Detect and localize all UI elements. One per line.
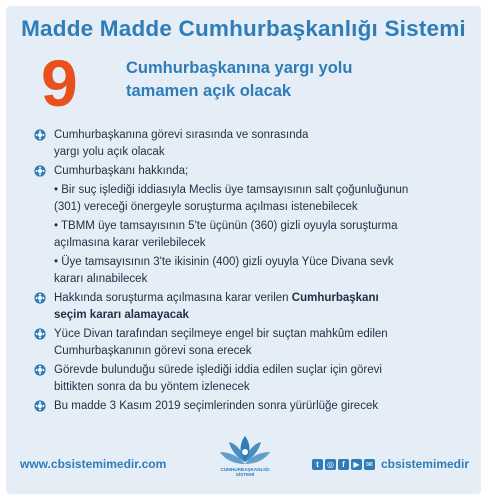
item-text: Cumhurbaşkanına görevi sırasında ve sonrasında xyxy=(54,129,309,141)
item-text-bold: seçim kararı alamayacak xyxy=(54,309,189,321)
logo-text-line: CUMHURBAŞKANLIĞI xyxy=(220,467,270,472)
logo-text-line: SİSTEMİ xyxy=(235,472,255,477)
flower-bullet-icon xyxy=(34,129,46,141)
flower-bullet-icon xyxy=(34,400,46,412)
mail-icon[interactable]: ✉ xyxy=(364,459,375,470)
lotus-logo-icon xyxy=(215,434,275,468)
facebook-icon[interactable]: f xyxy=(338,459,349,470)
page-title: Madde Madde Cumhurbaşkanlığı Sistemi xyxy=(21,16,466,41)
list-item xyxy=(34,326,474,360)
sub-item-text: • TBMM üye tamsayısının 5'te üçünün (360) gizli oyuyla soruşturma xyxy=(54,220,398,232)
logo xyxy=(215,434,275,492)
twitter-icon[interactable]: t xyxy=(312,459,323,470)
sub-item xyxy=(34,254,474,288)
infographic-card xyxy=(6,6,481,494)
item-text: bittikten sonra da bu yöntem izlenecek xyxy=(54,381,250,393)
list-item xyxy=(34,398,474,415)
headline xyxy=(126,57,352,103)
website-link[interactable]: www.cbsistemimedir.com xyxy=(20,457,167,471)
item-text: Cumhurbaşkanının görevi sona erecek xyxy=(54,345,252,357)
list-item xyxy=(34,290,474,324)
sub-item xyxy=(34,182,474,216)
item-text: Bu madde 3 Kasım 2019 seçimlerinden sonra yürürlüğe girecek xyxy=(54,400,379,412)
headline-line-2: tamamen açık olacak xyxy=(126,82,292,100)
item-text-line xyxy=(54,290,474,307)
item-text-bold: Cumhurbaşkanı xyxy=(291,292,379,304)
sub-item-text: • Üye tamsayısının 3'te ikisinin (400) gizli oyuyla Yüce Divana sevk xyxy=(54,256,394,268)
list-item xyxy=(34,127,474,161)
sub-item-text: (301) vereceği önergeyle soruşturma açılması istenebilecek xyxy=(54,201,358,213)
list-item xyxy=(34,163,474,180)
sub-item-text: açılmasına karar verilebilecek xyxy=(54,237,206,249)
flower-bullet-icon xyxy=(34,364,46,376)
item-text: Görevde bulunduğu sürede işlediği iddia edilen suçlar için görevi xyxy=(54,364,382,376)
sub-item-text: • Bir suç işlediği iddiasıyla Meclis üye tamsayısının salt çoğunluğunun xyxy=(54,184,409,196)
sub-item-text: kararı alınabilecek xyxy=(54,273,148,285)
item-text: Hakkında soruşturma açılmasına karar verilen xyxy=(54,292,292,304)
social-handle[interactable]: cbsistemimedir xyxy=(380,457,469,471)
flower-bullet-icon xyxy=(34,165,46,177)
flower-bullet-icon xyxy=(34,328,46,340)
instagram-icon[interactable]: ◎ xyxy=(325,459,336,470)
logo-text xyxy=(215,467,275,477)
item-text: Yüce Divan tarafından seçilmeye engel bir suçtan mahkûm edilen xyxy=(54,328,388,340)
item-text: yargı yolu açık olacak xyxy=(54,146,165,158)
item-text: Cumhurbaşkanı hakkında; xyxy=(54,165,189,177)
sub-item xyxy=(34,218,474,252)
list-item xyxy=(34,362,474,396)
item-list xyxy=(34,127,474,417)
headline-line-1: Cumhurbaşkanına yargı yolu xyxy=(126,59,353,77)
social-bar xyxy=(312,457,469,471)
youtube-icon[interactable]: ▶ xyxy=(351,459,362,470)
article-number: 9 xyxy=(41,46,78,120)
flower-bullet-icon xyxy=(34,292,46,304)
